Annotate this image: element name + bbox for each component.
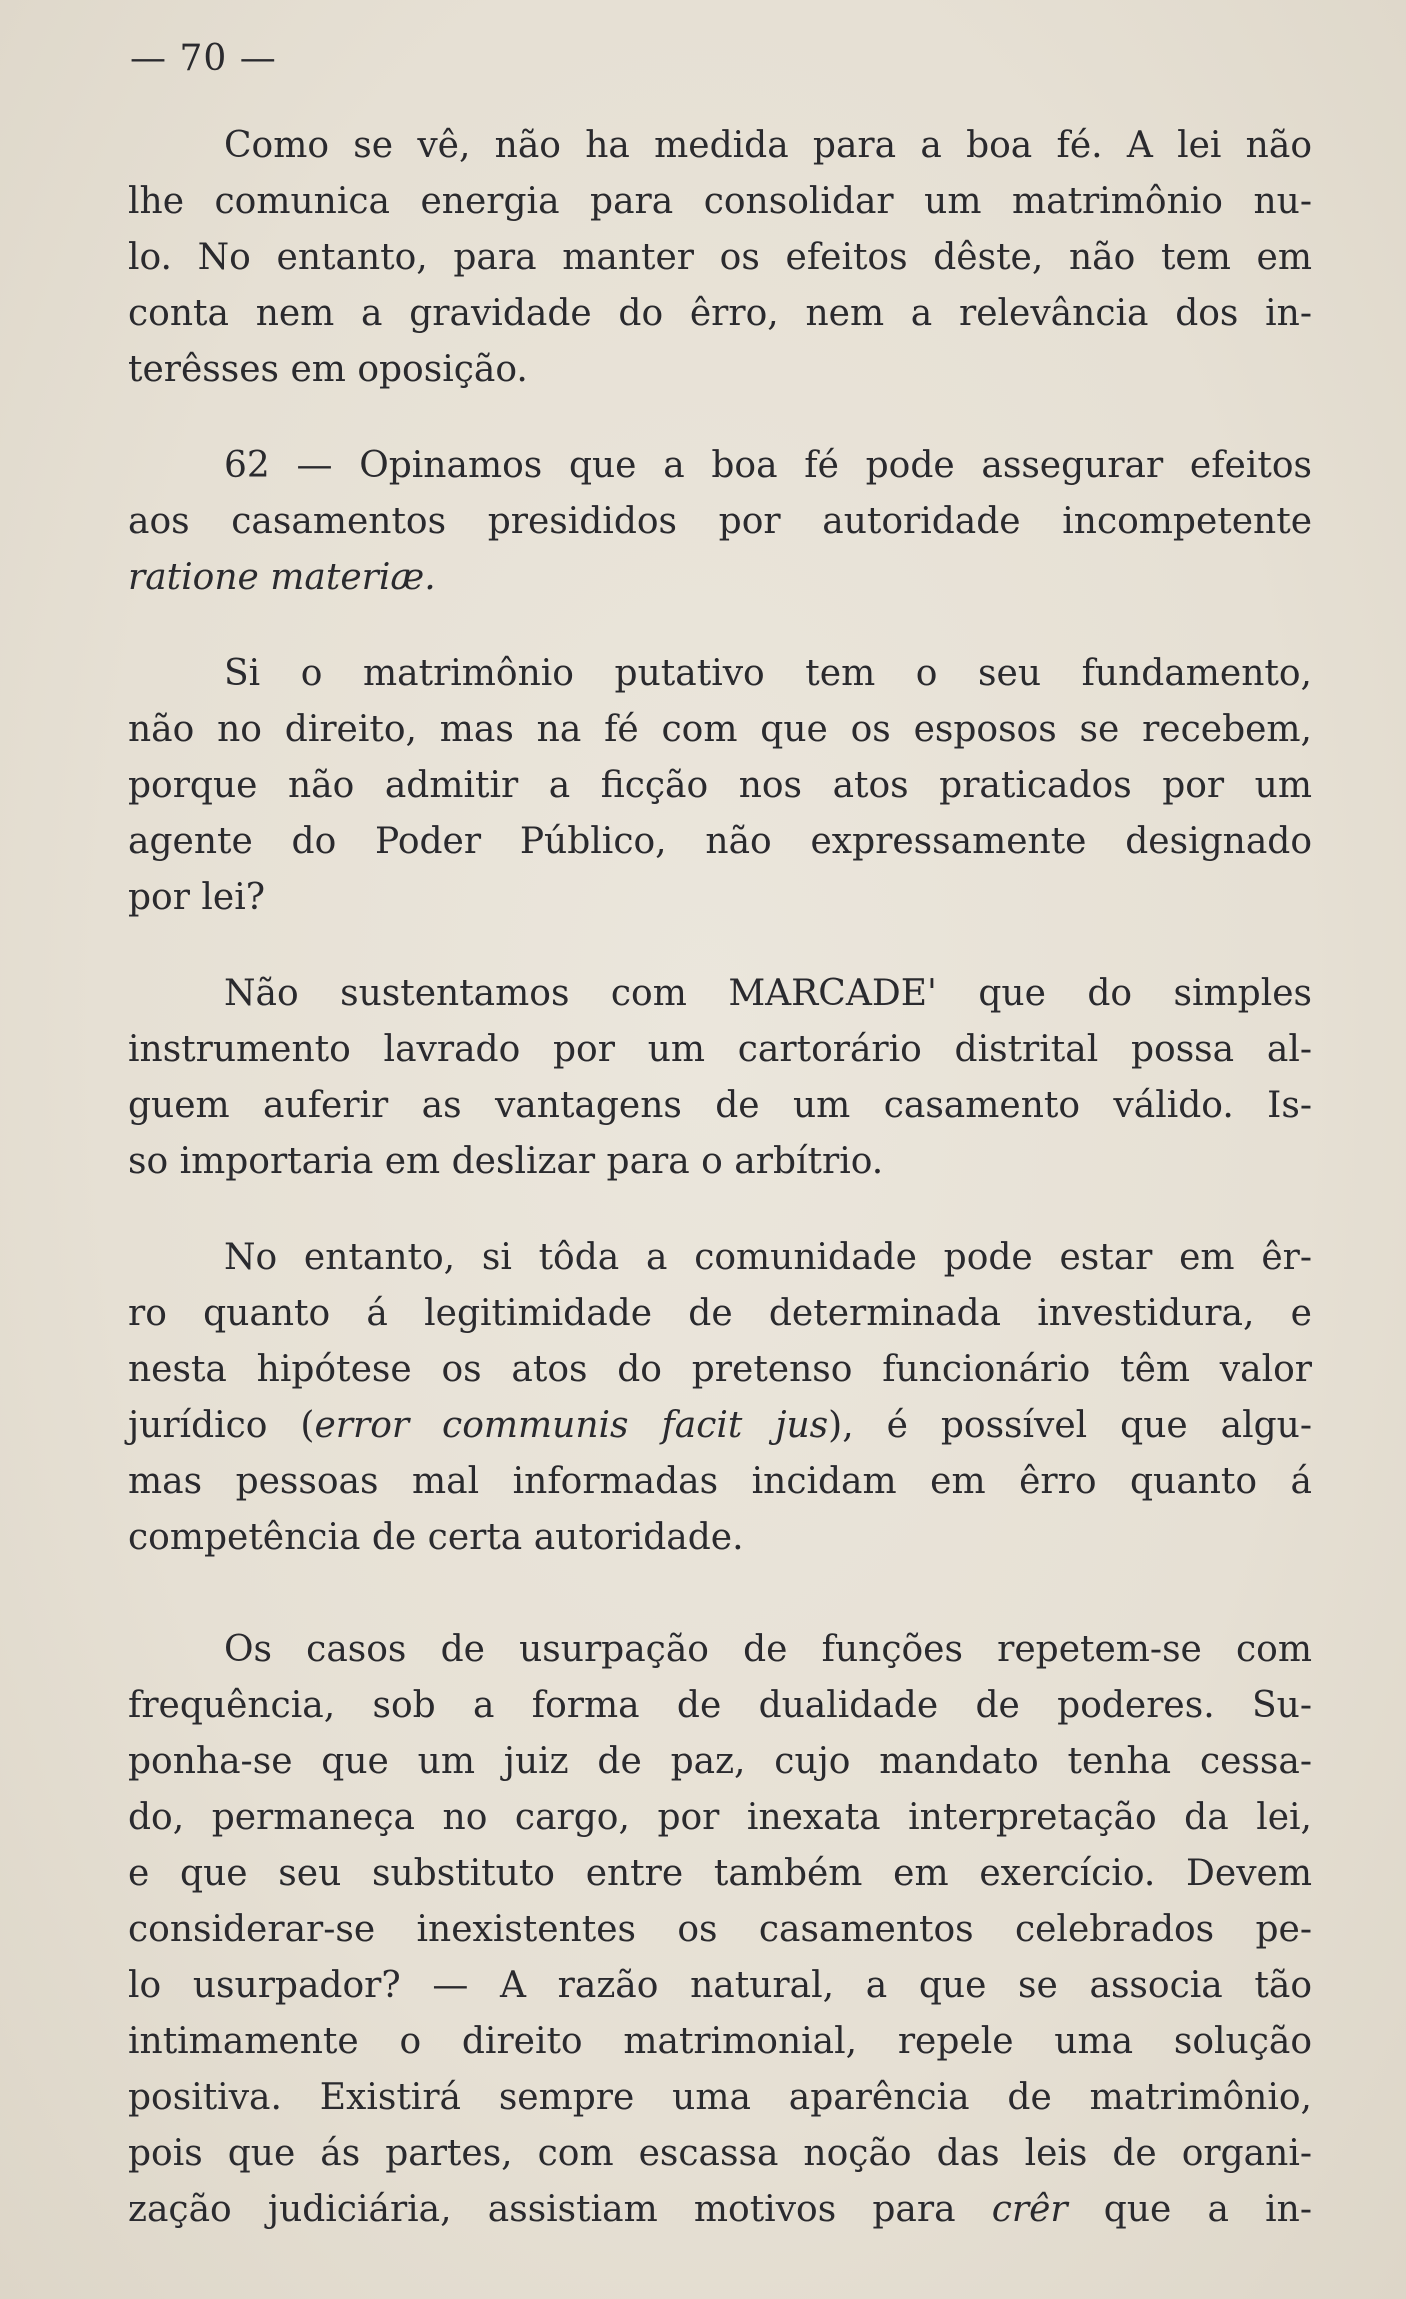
text-line: [128, 1398, 1312, 1454]
paragraph-3: [128, 646, 1312, 926]
paragraph-6: [128, 1622, 1312, 2238]
text-line: e que seu substituto entre também em exercício. Devem: [128, 1853, 1312, 1894]
text-line: não no direito, mas na fé com que os esposos se recebem,: [128, 709, 1312, 750]
text-line: porque não admitir a ficção nos atos praticados por um: [128, 765, 1312, 806]
text-line: competência de certa autoridade.: [128, 1517, 744, 1558]
text-line: nesta hipótese os atos do pretenso funcionário têm valor: [128, 1349, 1312, 1390]
text-segment: ), é possível que algu-: [828, 1405, 1313, 1446]
text-segment: que a in-: [1067, 2189, 1312, 2230]
text-line: considerar-se inexistentes os casamentos celebrados pe-: [128, 1909, 1312, 1950]
paragraph-1: [128, 118, 1312, 398]
text-line: guem auferir as vantagens de um casamento válido. Is-: [128, 1085, 1312, 1126]
text-line: instrumento lavrado por um cartorário distrital possa al-: [128, 1029, 1312, 1070]
text-line: mas pessoas mal informadas incidam em êrro quanto á: [128, 1461, 1312, 1502]
text-line: lhe comunica energia para consolidar um matrimônio nu-: [128, 181, 1312, 222]
text-line: Si o matrimônio putativo tem o seu fundamento,: [224, 653, 1312, 694]
text-line: aos casamentos presididos por autoridade incompetente: [128, 501, 1312, 542]
text-line: [128, 2182, 1312, 2238]
latin-phrase: ratione materiæ.: [128, 557, 436, 598]
paragraph-2: [128, 438, 1312, 606]
text-line: intimamente o direito matrimonial, repele uma solução: [128, 2021, 1312, 2062]
text-segment: jurídico (: [128, 1405, 315, 1446]
text-line: positiva. Existirá sempre uma aparência de matrimônio,: [128, 2077, 1312, 2118]
text-line: pois que ás partes, com escassa noção das leis de organi-: [128, 2133, 1312, 2174]
text-line: Não sustentamos com MARCADE' que do simples: [224, 973, 1312, 1014]
text-line: lo. No entanto, para manter os efeitos dêste, não tem em: [128, 237, 1312, 278]
latin-phrase: error communis facit jus: [314, 1405, 829, 1446]
text-line: [128, 550, 1312, 606]
text-line: conta nem a gravidade do êrro, nem a relevância dos in-: [128, 293, 1312, 334]
text-line: so importaria em deslizar para o arbítrio.: [128, 1141, 884, 1182]
text-segment: zação judiciária, assistiam motivos para: [128, 2189, 992, 2230]
text-line: ponha-se que um juiz de paz, cujo mandato tenha cessa-: [128, 1741, 1312, 1782]
text-line: do, permaneça no cargo, por inexata interpretação da lei,: [128, 1797, 1312, 1838]
text-line: frequência, sob a forma de dualidade de poderes. Su-: [128, 1685, 1312, 1726]
emphasis: crêr: [991, 2189, 1068, 2230]
text-line: Os casos de usurpação de funções repetem-se com: [224, 1629, 1312, 1670]
text-line: No entanto, si tôda a comunidade pode estar em êr-: [224, 1237, 1312, 1278]
page-number: — 70 —: [130, 38, 277, 79]
paragraph-4: [128, 966, 1312, 1190]
text-line: lo usurpador? — A razão natural, a que se associa tão: [128, 1965, 1312, 2006]
text-line: terêsses em oposição.: [128, 349, 528, 390]
text-line: por lei?: [128, 877, 266, 918]
text-line: 62 — Opinamos que a boa fé pode assegurar efeitos: [224, 445, 1312, 486]
text-line: agente do Poder Público, não expressamente designado: [128, 821, 1312, 862]
paragraph-5: [128, 1230, 1312, 1566]
text-line: Como se vê, não ha medida para a boa fé. A lei não: [224, 125, 1312, 166]
body-text: [128, 118, 1312, 2238]
text-line: ro quanto á legitimidade de determinada investidura, e: [128, 1293, 1312, 1334]
